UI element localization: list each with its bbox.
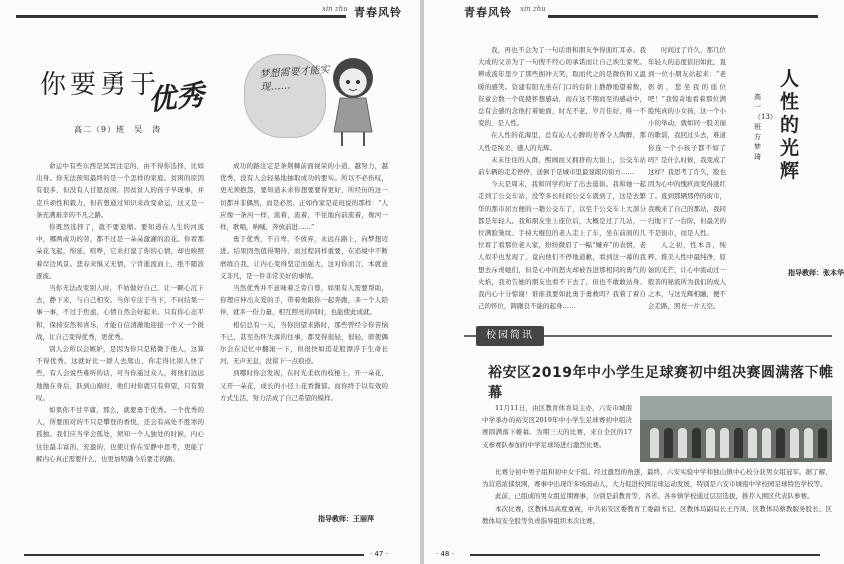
- news-section-tag: 校园简讯: [476, 326, 544, 346]
- advisor-credit: 指导教师：张本华: [788, 269, 844, 277]
- left-header: [0, 0, 420, 22]
- news-lead: [482, 402, 632, 451]
- footer-rule: [24, 554, 364, 556]
- paragraph: 末末往住的人群，熙闹而又拥挤的大街上，公交车站前车辆的走走停停，送倒于是城市里最显眼的街方……: [478, 155, 646, 177]
- team-member: [664, 428, 673, 458]
- header-pinyin: xin zhu: [322, 5, 348, 13]
- paragraph: 成功的路注定是条荆棘前面视荣的小道，越努力，越优秀，没有人会轻易地抽取成功的要实。所以不必伤叹，更无须抱怨，要知道未来你想要要得更好，所经历的这一切都并非偶然，而是必然。正如作家是花班说的那样：“人应像一条河一样，流着，流着，不住地向前流着，像河一样，歌唱，呐喊，奔放前进……”: [220, 162, 388, 232]
- header-rule: [548, 15, 818, 18]
- news-section-band: [464, 326, 832, 346]
- header-brand: 青春风铃: [354, 6, 402, 19]
- news-body: [482, 466, 832, 527]
- paragraph: 别人会所以会嫉妒，是因为你只是稍微于他人，这算不得优秀。这就好比一群人去爬山，你走得比别人快了些，有人会说些难听的话，可当你遥过众人，将他们远远地抛在身后，跃到山巅时，他们对你就只有仰望，只有赞叹。: [36, 345, 204, 402]
- sticker-text: 梦想需要才能实现……: [259, 64, 330, 94]
- paragraph: 命运中有些东西是冥冥注定的，由不得你选择，比如出身。你无法预知最终的是一个怎样的家庭。贫困的原因有很多，但没有人甘愿贫困。因贫贫人的孩子早现事，并克兵顽性和毅力，但若想通过知识来改变命运，这又是一条充满艰辛的不凡之路。: [36, 162, 204, 219]
- team-member: [762, 428, 771, 458]
- paragraph: 本次比赛，区教体局高度重视，中共裕安区委教育工委副书记、区教体局副局长王丹凤、区教体局蔡教服务股长、区教体局安全股等负责指导组织本次比赛。: [482, 504, 832, 525]
- essay-author: 高一（13）班 方梦琦: [754, 93, 777, 161]
- paragraph: 比赛分初中男子组和初中女子组。经过激烈的角逐，最终，六安实验中学和独山镇中心校分获男女组冠军。据了解，为营造浓郁氛围，赛事中出现许多场面动人，大力促进校园足球运动发展，特别是六安市城南中学校园足球特色学校等。: [482, 468, 832, 489]
- article-title-script: 优秀: [146, 78, 206, 117]
- advisor-credit: 指导教师：王丽萍: [318, 515, 374, 523]
- team-member: [678, 428, 687, 458]
- paragraph: 你既然选择了，就不要退缩。要知道在人生的河流中，哪两成功的劳，都不过是一朵朵激灌的浪花。你看那朵花飞起，绵延，喧哗，它来打湿了你的心情，却也映照着岸边风景。悲春来惧又无情，宁肯逝流而上，绝不随波逐流。: [36, 223, 204, 280]
- team-member: [748, 428, 757, 458]
- paragraph: 如果你不甘平庸，那么，就要勇于优秀。一个优秀的人，所要面对的不只是攀登的香悦，还会有高处不胜寒的孤独。我们应当学会孤处，须知一个人独处的时候，内心往往最丰富的、充盈的，也使让你在安静中思考，更能了解内心真正需要什么，也更加明确今后要走的路。: [36, 406, 204, 463]
- team-member: [804, 428, 813, 458]
- paragraph: 11月11日，由区教育体育局主办，六安市城南中学承办的裕安区2019年中小学生足球赛初中组决赛圆满落下帷幕。为期三天的比赛，来自全区的17支参赛队参加的中学足球场进行激烈比赛。: [482, 404, 632, 449]
- page-number: · 48 ·: [436, 550, 454, 558]
- essay-title: 人性的光辉: [780, 68, 800, 182]
- header-pinyin: xin zhu: [520, 5, 546, 13]
- paragraph: 今天是周末，我和同学约好了出去逛街。我和她一起走到了公交车站，没等多长时间公交车就到了，这是去繁华的那市屈方便的一趟公交车了，以至于公交车上大部分都是年轻人。我和朋友坐上座位后，大概是过了几站，一位满脸皱纹、手持大棍包的老人走上了车，坐在前面的几位看了看那位老人家，纷纷微眉了一幅“嫌弃”的表情，老人似乎也发现了，竟向他们不停地道歉，看到这一幕的我想去斥责她们，但是心中的怒火却被吞进那相同的勇气的火焰，我劝告她的朋友也看不下去了，但也不敢敢站身。我内心十分惊谢！谁谁我要如此勇于勇救吗？我着了着自己的怀位，踌躇良不能的起身……: [478, 180, 646, 311]
- football-team-photo: [640, 396, 832, 462]
- cartoon-girl-illustration: [318, 52, 388, 148]
- news-headline: 裕安区2019年中小学生足球赛初中组决赛圆满落下帷幕: [488, 365, 834, 401]
- team-member: [734, 428, 743, 458]
- page-number: · 47 ·: [370, 550, 388, 558]
- right-footer: [424, 548, 844, 564]
- team-member: [776, 428, 785, 458]
- paragraph: 此前，已组成的男女组近期赛事，分别是前教育等，各省、各乡镇学校通过层层选拔，推荐入围区代表队参赛。: [495, 492, 814, 501]
- paragraph: 我，再也不会为了一句话语和朋友争得面红耳赤。我大成的父亲为了一句搜不经心的承诺而让自己诶生家死。辨成流年里少了那些拥冲天笑，取而代之的是微伤和又温暖的感笑。资建有阳光坐在门口的台阶上静静地望着数，资童会数一个促使怀想感动，而在这不期而至的感动中，总有会感的念他打着她面，时光不老，岁月佳好，唯一不变的，是人性。: [478, 46, 646, 128]
- header-brand: 青春风铃: [464, 6, 512, 19]
- paragraph: 当然优秀并不意味着乏旁自尊，如果有人需要帮助，你理应伸出友爱的手，带着他跟你一起奔跑，多一个人陪伴，就多一份力量，相互照亮的同时，也能使此成就。: [220, 284, 388, 317]
- team-member: [720, 428, 729, 458]
- team-member: [790, 428, 799, 458]
- footer-rule: [470, 554, 820, 556]
- right-header: [424, 0, 844, 22]
- paragraph: 到哪时你会发现，在时光柔软的枝桠上，开一朵花，又开一朵花，成长的小径上花香馥郁。而你终于以有效的方式生活，努力活成了自己希望的模样。: [220, 369, 388, 402]
- paragraph: 在人性的花海里，总有沁人心脾的芳香令人陶醉，那人性是纯美、感人的光辉。: [478, 131, 646, 152]
- paragraph: 当你无法改变别人时，不妨做好自己，让一颗心沉下去，静下来，与自己相安。当你专注于当下，不问结果一事一事，不过于焦虑，心情自然会好起来。只有你心态平和，保持安然和喜乐，才能自信清澈地迎接一个又一个挑战，让自己变得优秀，更优秀。: [36, 284, 204, 341]
- team-member: [650, 428, 659, 458]
- essay-column-2: [648, 44, 726, 312]
- article-title: 你要勇于: [40, 70, 161, 100]
- left-page: [0, 0, 420, 564]
- paragraph: 时间过了许久，那几位年轻人的态度依旧如此，直到一位小朋友站起来：“老奶奶，您坐我的座位吧！”我惊奇地看着那位满脸纯真的小女孩，这一个小小的举动，就如同一股美丽的歌谣，我回过头去，难道你连一个小孩子都不如了吗？是什么时候，我变成了这样？我思考了许久，脸也因为心中的愧疚而变得涨红了。直到那辆那停的街市，我晚来了自己的那站，我同归地下了一台阶，但最美的不是街市，而是人性。: [648, 46, 726, 238]
- essay-column-1: [478, 44, 646, 312]
- paragraph: 人之初，性本善，纯粹、推美人性中最纯净，原始的光芒，让心中流动过一般善的秘流所为我们的成人之本，与这光辉相融，便不会走路，照亮一片天空。: [648, 241, 726, 311]
- article-byline: 高二（9）班 吴 涛: [74, 125, 162, 134]
- team-member: [706, 428, 715, 458]
- team-member: [692, 428, 701, 458]
- article-column-1: [36, 160, 204, 465]
- left-footer: [0, 548, 420, 564]
- paragraph: 相信总有一天，当你回望来路时，那些曾经令你苦恼不已，甚至伤怀失落的往事，都变得很轻，很轻，即使偶尔会在记忆中翻滚一下，但很快如追花般漂浮于生命长河，无声无息，没留下一点痕迹。: [220, 320, 388, 366]
- team-member: [818, 428, 827, 458]
- article-column-2: [220, 160, 388, 404]
- paragraph: 勇于优秀，不自卑，不放弃，永远在路上，向梦想迈进。结果固然值得期待，而过程同样重要，在追境中不断磨练自我，让内心变得坚定而强大，这对你而言，本就意义非凡，是一件非常美好的事情。: [220, 235, 388, 280]
- right-page: [424, 0, 844, 564]
- header-rule: [16, 15, 346, 18]
